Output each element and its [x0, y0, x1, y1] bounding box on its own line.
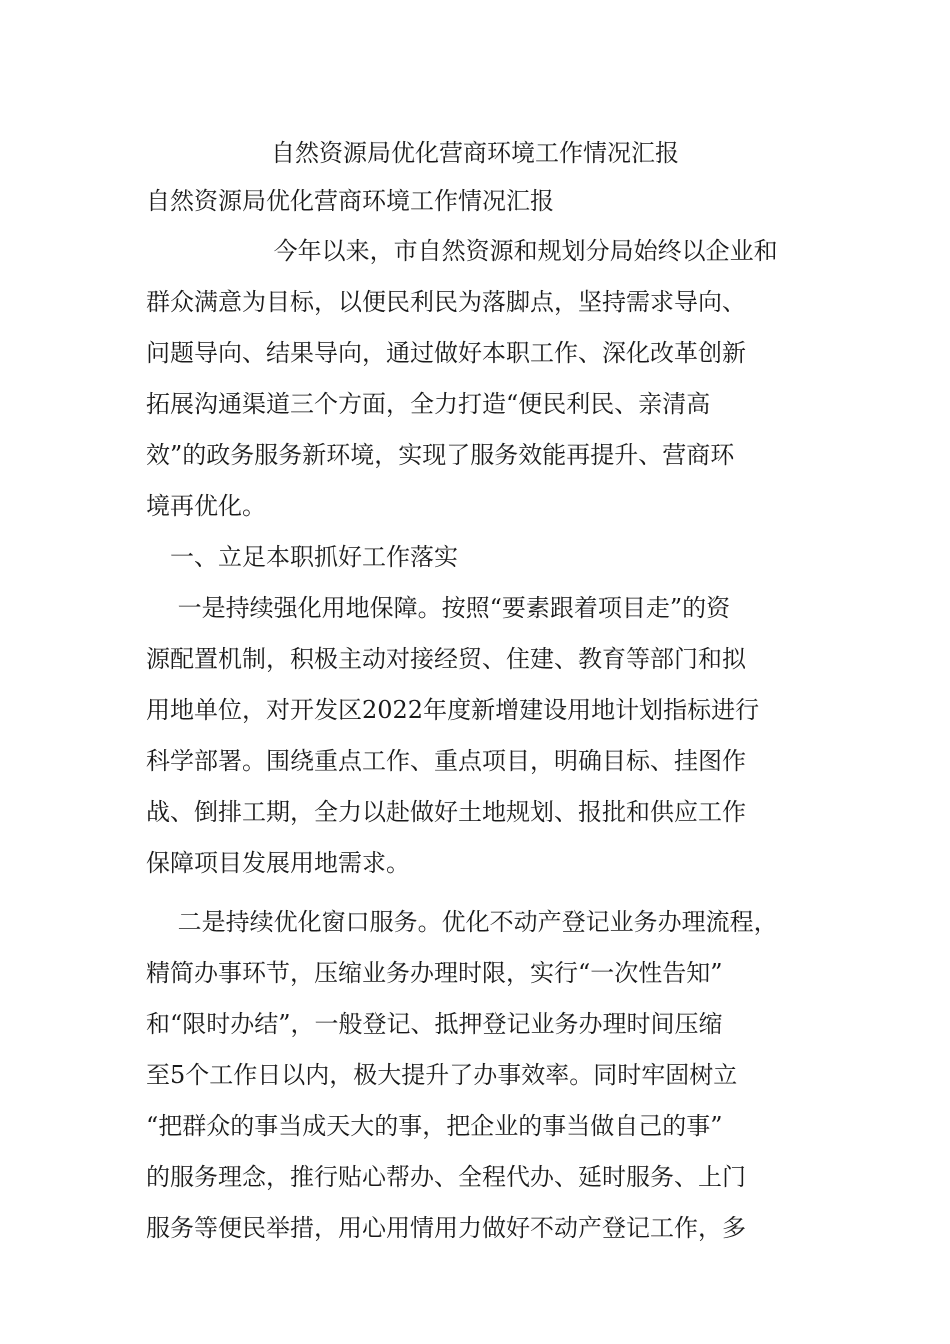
- section-heading: 一、立足本职抓好工作落实: [146, 543, 458, 571]
- paragraph-line: 战、倒排工期，全力以赴做好土地规划、报批和供应工作: [146, 798, 746, 826]
- paragraph-line: 科学部署。围绕重点工作、重点项目，明确目标、挂图作: [146, 747, 746, 775]
- paragraph-line: “把群众的事当成天大的事，把企业的事当做自己的事”: [146, 1112, 723, 1140]
- paragraph-line: 至5个工作日以内，极大提升了办事效率。同时牢固树立: [146, 1061, 738, 1089]
- paragraph-line: 二是持续优化窗口服务。优化不动产登记业务办理流程，: [146, 908, 778, 936]
- paragraph-line: 精简办事环节，压缩业务办理时限，实行“一次性告知”: [146, 959, 723, 987]
- paragraph-line: 境再优化。: [146, 492, 266, 520]
- paragraph-gap: [146, 894, 826, 902]
- document-body: [146, 231, 826, 1259]
- paragraph-line: 服务等便民举措，用心用情用力做好不动产登记工作，多: [146, 1214, 746, 1242]
- paragraph-line: 一是持续强化用地保障。按照“要素跟着项目走”的资: [146, 594, 731, 622]
- paragraph-line: 保障项目发展用地需求。: [146, 849, 410, 877]
- paragraph-line: 用地单位，对开发区2022年度新增建设用地计划指标进行: [146, 696, 760, 724]
- document-subtitle: 自然资源局优化营商环境工作情况汇报: [146, 187, 554, 215]
- paragraph-line: 问题导向、结果导向，通过做好本职工作、深化改革创新: [146, 339, 746, 367]
- paragraph-line: 的服务理念，推行贴心帮办、全程代办、延时服务、上门: [146, 1163, 746, 1191]
- paragraph-line: 今年以来，市自然资源和规划分局始终以企业和: [146, 237, 778, 265]
- paragraph-line: 源配置机制，积极主动对接经贸、住建、教育等部门和拟: [146, 645, 746, 673]
- document-title: 自然资源局优化营商环境工作情况汇报: [271, 139, 679, 167]
- paragraph-line: 拓展沟通渠道三个方面，全力打造“便民利民、亲清高: [146, 390, 711, 418]
- paragraph-line: 效”的政务服务新环境，实现了服务效能再提升、营商环: [146, 441, 735, 469]
- paragraph-line: 和“限时办结”，一般登记、抵押登记业务办理时间压缩: [146, 1010, 723, 1038]
- paragraph-line: 群众满意为目标，以便民利民为落脚点，坚持需求导向、: [146, 288, 746, 316]
